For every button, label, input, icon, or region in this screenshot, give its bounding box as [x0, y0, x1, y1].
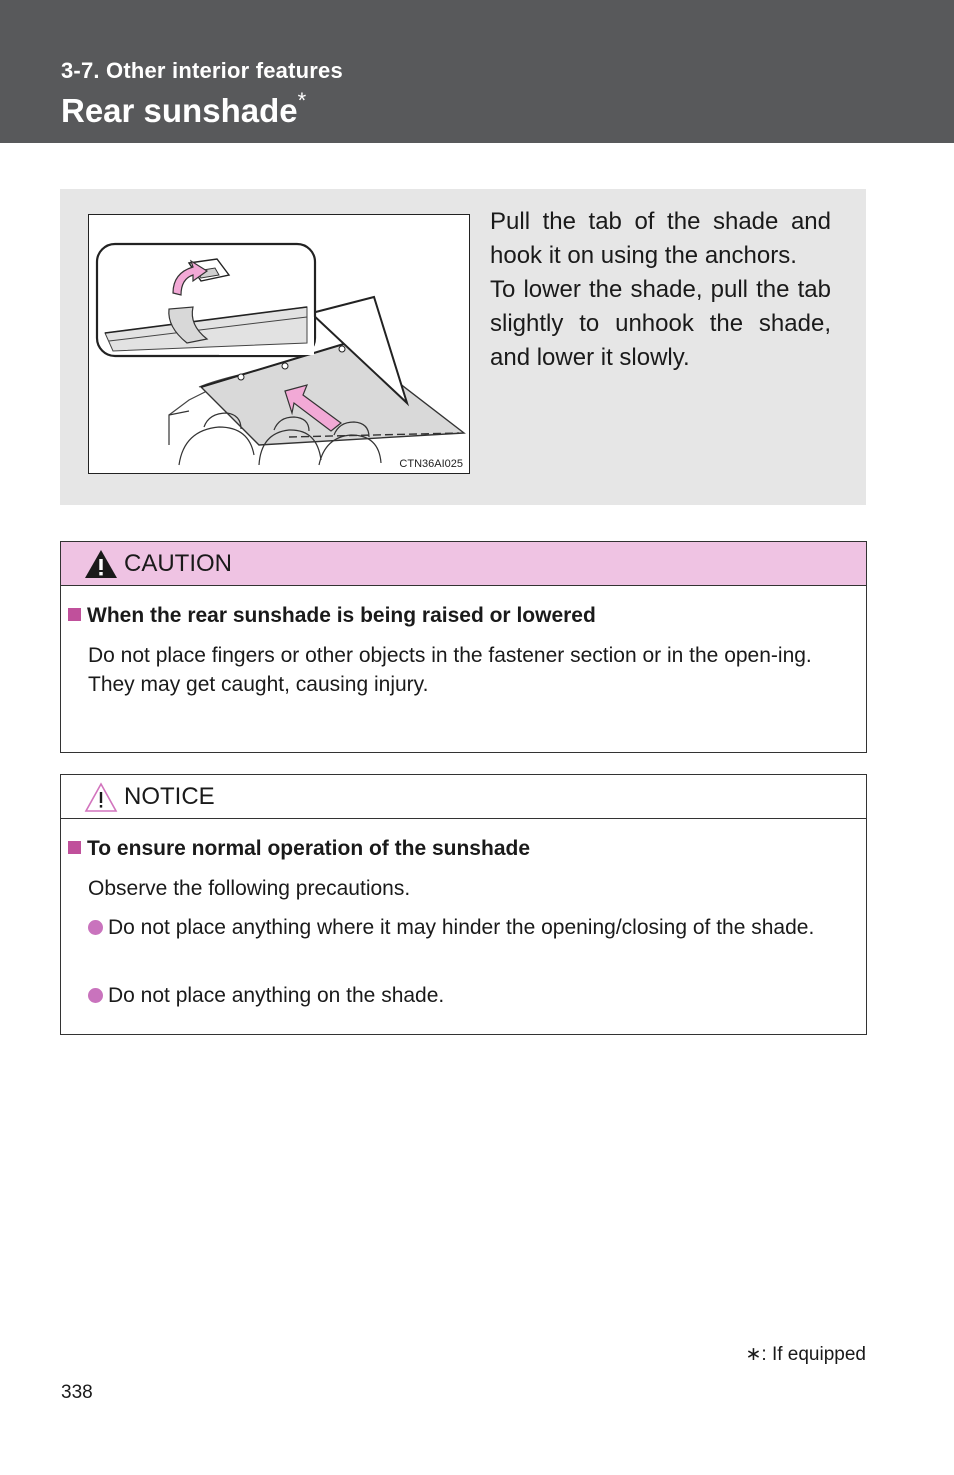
caution-body: [88, 641, 857, 699]
section-label: 3-7. Other interior features: [61, 58, 343, 83]
caution-title: CAUTION: [124, 550, 232, 577]
caution-header: [61, 542, 866, 586]
notice-heading-text: To ensure normal operation of the sunshade: [87, 837, 530, 860]
notice-box: [60, 774, 867, 1035]
square-bullet-icon: [68, 841, 81, 854]
sunshade-illustration: [88, 214, 470, 474]
notice-triangle-icon: [83, 781, 119, 813]
equipped-mark: *: [297, 88, 307, 113]
caution-heading: [68, 604, 596, 628]
notice-header: [61, 775, 866, 819]
notice-bullet-text: Do not place anything on the shade.: [108, 984, 445, 1007]
page-title: [61, 88, 307, 130]
page-header: [0, 0, 954, 143]
notice-bullet-text: Do not place anything where it may hinder the opening/closing of the shade.: [108, 916, 815, 939]
page-title-text: Rear sunshade: [61, 92, 298, 129]
notice-title: NOTICE: [124, 783, 215, 810]
round-bullet-icon: [88, 920, 103, 935]
instruction-lower: To lower the shade, pull the tab slightly to unhook the shade, and lower it slowly.: [490, 276, 831, 371]
round-bullet-icon: [88, 988, 103, 1003]
figure-panel: [60, 189, 866, 505]
figure-instructions: [490, 205, 831, 375]
caution-box: [60, 541, 867, 753]
notice-intro: [88, 874, 857, 903]
warning-triangle-icon: [83, 548, 119, 580]
notice-intro-text: Observe the following precautions.: [88, 877, 411, 900]
notice-bullet: [88, 913, 857, 942]
figure-code: CTN36AI025: [399, 458, 463, 470]
equipped-footnote: ∗: If equipped: [745, 1344, 866, 1365]
caution-line: They may get caught, causing injury.: [88, 673, 429, 696]
instruction-raise: Pull the tab of the shade and hook it on using the anchors.: [490, 208, 831, 269]
caution-line: Do not place fingers or other objects in the fastener section or in the open-ing.: [88, 644, 812, 667]
page-number: 338: [61, 1382, 93, 1403]
notice-heading: [68, 837, 530, 861]
sunshade-drawing: [89, 215, 469, 473]
square-bullet-icon: [68, 608, 81, 621]
caution-heading-text: When the rear sunshade is being raised or lowered: [87, 604, 596, 627]
notice-bullet: [88, 981, 857, 1010]
